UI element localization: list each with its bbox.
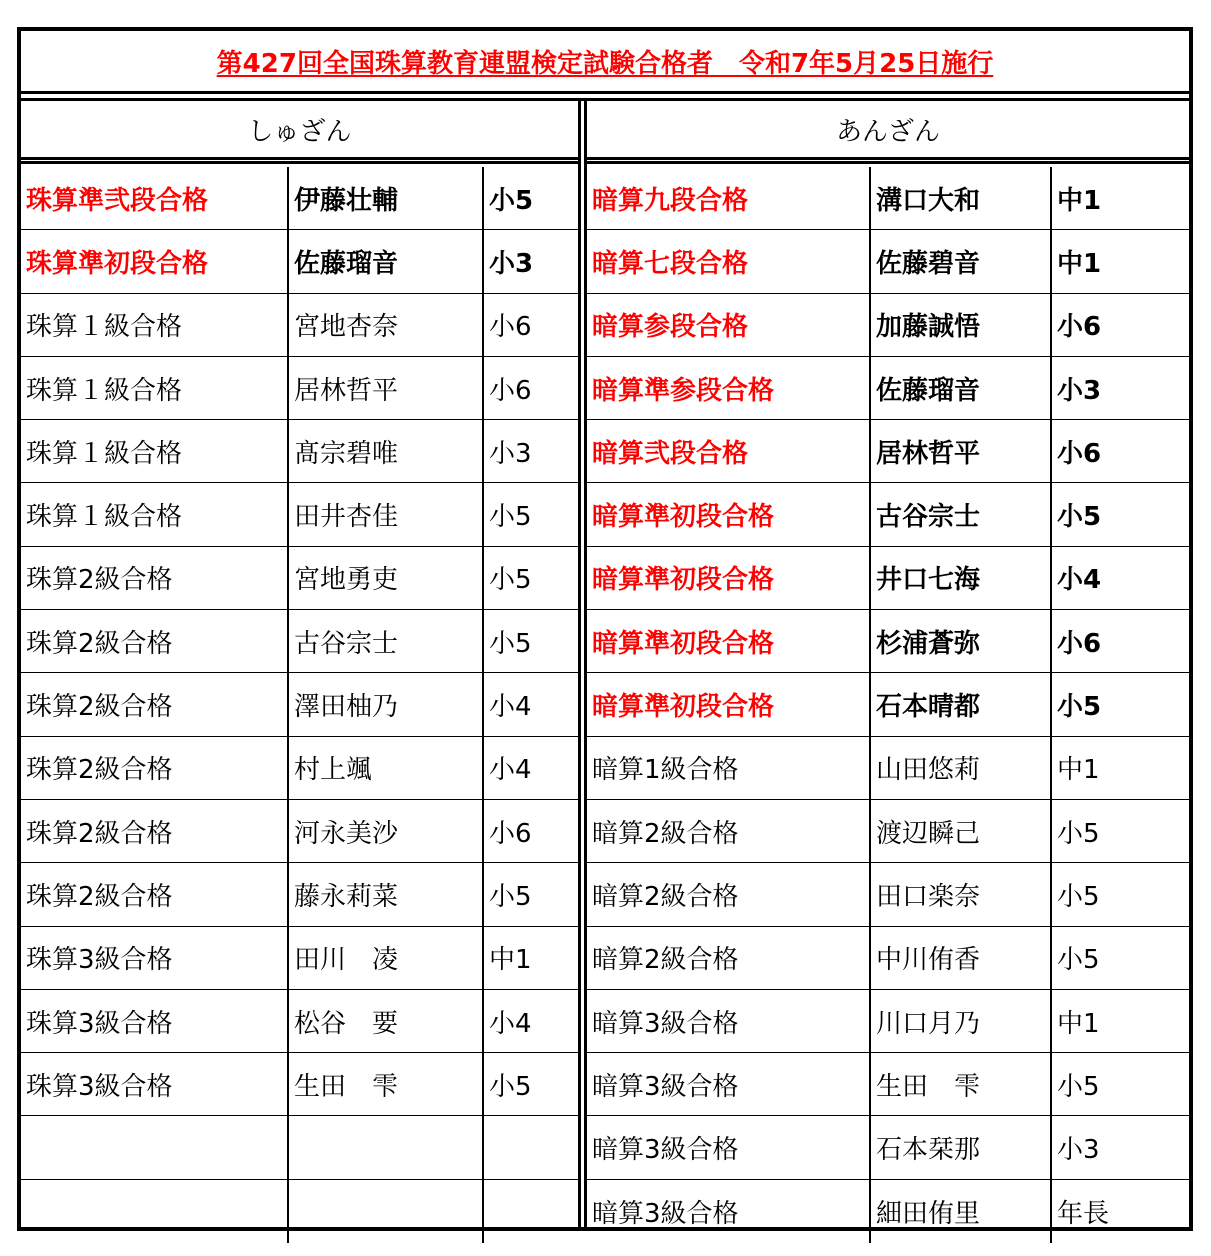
shuzan-name-cell: 澤田柚乃 — [289, 673, 484, 736]
shuzan-name-cell — [289, 1116, 484, 1179]
anzan-school-cell: 中1 — [1052, 737, 1189, 800]
anzan-grade-cell: 暗算2級合格 — [587, 800, 871, 863]
shuzan-grade-cell: 珠算2級合格 — [21, 863, 289, 926]
anzan-name-cell: 杉浦蒼弥 — [871, 610, 1052, 673]
anzan-name-cell: 石本栞那 — [871, 1116, 1052, 1179]
results-sheet — [17, 27, 1193, 1231]
shuzan-name-cell — [289, 1180, 484, 1243]
shuzan-grade-cell: 珠算2級合格 — [21, 547, 289, 610]
anzan-grade-cell: 暗算七段合格 — [587, 230, 871, 293]
shuzan-school-cell: 小5 — [484, 863, 578, 926]
anzan-grade-cell: 暗算2級合格 — [587, 927, 871, 990]
shuzan-name-cell: 田川 凌 — [289, 927, 484, 990]
anzan-grade-cell: 暗算準初段合格 — [587, 547, 871, 610]
shuzan-school-cell: 小4 — [484, 673, 578, 736]
anzan-grade-cell: 暗算2級合格 — [587, 863, 871, 926]
anzan-name-cell: 石本晴都 — [871, 673, 1052, 736]
anzan-grade-cell: 暗算参段合格 — [587, 294, 871, 357]
anzan-name-cell: 加藤誠悟 — [871, 294, 1052, 357]
shuzan-name-cell: 田井杏佳 — [289, 483, 484, 546]
anzan-grade-cell: 暗算3級合格 — [587, 1180, 871, 1243]
anzan-grade-cell: 暗算準初段合格 — [587, 610, 871, 673]
shuzan-school-cell: 小5 — [484, 1053, 578, 1116]
shuzan-school-cell: 小3 — [484, 230, 578, 293]
anzan-grade-cell: 暗算準参段合格 — [587, 357, 871, 420]
shuzan-school-cell: 中1 — [484, 927, 578, 990]
shuzan-grade-cell: 珠算１級合格 — [21, 420, 289, 483]
anzan-grade-cell: 暗算準初段合格 — [587, 483, 871, 546]
shuzan-school-cell: 小6 — [484, 800, 578, 863]
shuzan-school-cell: 小5 — [484, 547, 578, 610]
anzan-school-cell: 小5 — [1052, 673, 1189, 736]
anzan-name-cell: 中川侑香 — [871, 927, 1052, 990]
anzan-grade-cell: 暗算九段合格 — [587, 167, 871, 230]
shuzan-name-cell: 藤永莉菜 — [289, 863, 484, 926]
anzan-grade-cell: 暗算1級合格 — [587, 737, 871, 800]
anzan-name-cell: 山田悠莉 — [871, 737, 1052, 800]
anzan-name-cell: 生田 雫 — [871, 1053, 1052, 1116]
shuzan-name-cell: 河永美沙 — [289, 800, 484, 863]
shuzan-school-cell: 小4 — [484, 990, 578, 1053]
anzan-name-cell: 佐藤碧音 — [871, 230, 1052, 293]
anzan-school-cell: 小6 — [1052, 420, 1189, 483]
shuzan-table — [21, 167, 578, 1243]
anzan-grade-cell: 暗算3級合格 — [587, 1116, 871, 1179]
shuzan-name-cell: 古谷宗士 — [289, 610, 484, 673]
anzan-school-cell: 小5 — [1052, 800, 1189, 863]
anzan-school-cell: 小4 — [1052, 547, 1189, 610]
shuzan-school-cell — [484, 1116, 578, 1179]
anzan-grade-cell: 暗算弐段合格 — [587, 420, 871, 483]
shuzan-school-cell: 小3 — [484, 420, 578, 483]
anzan-name-cell: 居林哲平 — [871, 420, 1052, 483]
anzan-school-cell: 年長 — [1057, 1198, 1110, 1229]
anzan-name-cell: 溝口大和 — [871, 167, 1052, 230]
shuzan-grade-cell — [21, 1116, 289, 1179]
title-divider — [21, 94, 1189, 101]
anzan-school-cell: 小6 — [1052, 294, 1189, 357]
shuzan-name-cell: 松谷 要 — [289, 990, 484, 1053]
shuzan-grade-cell: 珠算3級合格 — [21, 927, 289, 990]
anzan-school-cell: 小5 — [1052, 927, 1189, 990]
shuzan-name-cell: 佐藤瑠音 — [289, 230, 484, 293]
shuzan-school-cell: 小6 — [484, 357, 578, 420]
anzan-header: あんざん — [587, 101, 1189, 160]
shuzan-school-cell: 小5 — [484, 167, 578, 230]
anzan-panel — [584, 101, 1189, 1227]
anzan-school-cell: 中1 — [1052, 990, 1189, 1053]
shuzan-name-cell: 生田 雫 — [289, 1053, 484, 1116]
shuzan-grade-cell: 珠算１級合格 — [21, 294, 289, 357]
shuzan-grade-cell: 珠算2級合格 — [21, 800, 289, 863]
anzan-grade-cell: 暗算3級合格 — [587, 1053, 871, 1116]
anzan-school-cell: 小5 — [1052, 863, 1189, 926]
anzan-name-cell: 井口七海 — [871, 547, 1052, 610]
anzan-school-cell: 中1 — [1052, 230, 1189, 293]
anzan-school-cell: 小6 — [1052, 610, 1189, 673]
anzan-school-cell: 小3 — [1052, 1116, 1189, 1179]
shuzan-grade-cell — [21, 1180, 289, 1243]
anzan-name-cell: 田口楽奈 — [871, 863, 1052, 926]
shuzan-grade-cell: 珠算2級合格 — [21, 673, 289, 736]
shuzan-name-cell: 髙宗碧唯 — [289, 420, 484, 483]
anzan-school-cell: 小5 — [1052, 1053, 1189, 1116]
anzan-school-cell: 中1 — [1052, 167, 1189, 230]
shuzan-school-cell: 小4 — [484, 737, 578, 800]
title-row — [21, 31, 1189, 94]
anzan-grade-cell: 暗算準初段合格 — [587, 673, 871, 736]
anzan-table — [587, 167, 1189, 1243]
anzan-school-cell: 小3 — [1052, 357, 1189, 420]
shuzan-grade-cell: 珠算１級合格 — [21, 483, 289, 546]
shuzan-grade-cell: 珠算１級合格 — [21, 357, 289, 420]
shuzan-name-cell: 居林哲平 — [289, 357, 484, 420]
shuzan-school-cell: 小5 — [484, 610, 578, 673]
anzan-name-cell: 細田侑里 — [871, 1180, 1052, 1243]
shuzan-school-cell: 小5 — [484, 483, 578, 546]
shuzan-school-cell: 小6 — [484, 294, 578, 357]
shuzan-grade-cell: 珠算準弐段合格 — [21, 167, 289, 230]
anzan-name-cell: 川口月乃 — [871, 990, 1052, 1053]
anzan-name-cell: 古谷宗士 — [871, 483, 1052, 546]
shuzan-grade-cell: 珠算2級合格 — [21, 610, 289, 673]
shuzan-panel — [21, 101, 581, 1227]
shuzan-grade-cell: 珠算準初段合格 — [21, 230, 289, 293]
anzan-name-cell: 佐藤瑠音 — [871, 357, 1052, 420]
shuzan-header: しゅざん — [21, 101, 578, 160]
anzan-grade-cell: 暗算3級合格 — [587, 990, 871, 1053]
anzan-school-cell: 小5 — [1052, 483, 1189, 546]
shuzan-name-cell: 宮地勇吏 — [289, 547, 484, 610]
shuzan-school-cell — [484, 1180, 578, 1243]
shuzan-name-cell: 伊藤壮輔 — [289, 167, 484, 230]
shuzan-name-cell: 村上颯 — [289, 737, 484, 800]
shuzan-name-cell: 宮地杏奈 — [289, 294, 484, 357]
shuzan-grade-cell: 珠算2級合格 — [21, 737, 289, 800]
page-title: 第427回全国珠算教育連盟検定試験合格者 令和7年5月25日施行 — [216, 48, 994, 79]
shuzan-grade-cell: 珠算3級合格 — [21, 1053, 289, 1116]
anzan-name-cell: 渡辺瞬己 — [871, 800, 1052, 863]
shuzan-grade-cell: 珠算3級合格 — [21, 990, 289, 1053]
